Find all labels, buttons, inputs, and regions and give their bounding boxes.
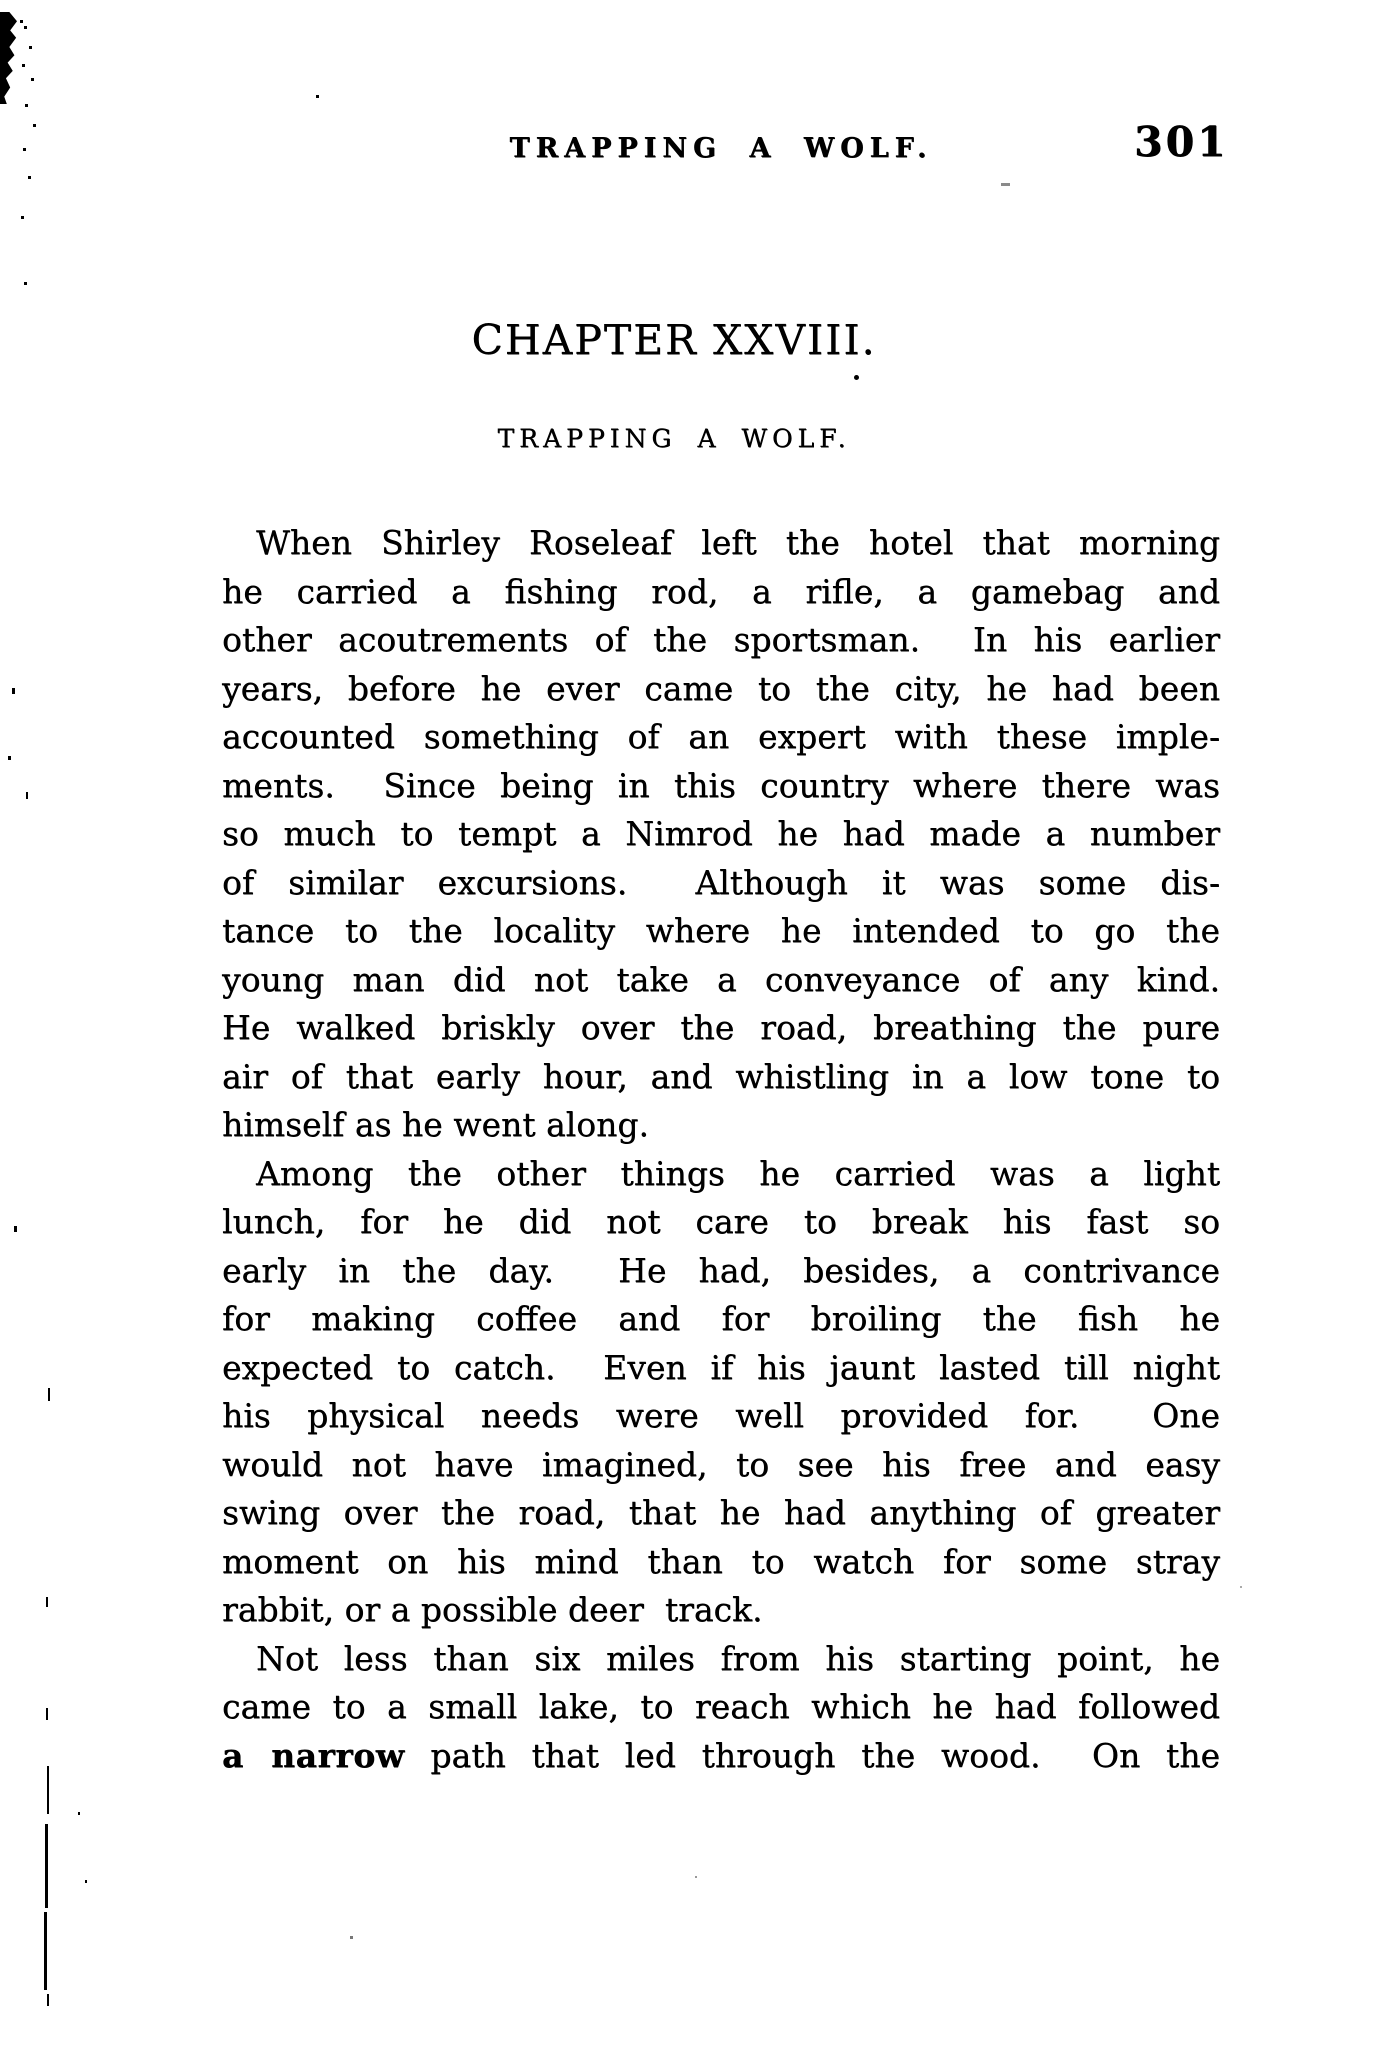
margin-mark	[46, 1597, 48, 1607]
text-line: Not less than six miles from his starting point, he	[256, 1638, 1220, 1678]
text-line: expected to catch. Even if his jaunt lasted till night	[222, 1347, 1220, 1387]
paragraph-1	[222, 519, 1220, 1150]
text-line: his physical needs were well provided for. One	[222, 1396, 1220, 1435]
ink-dot	[854, 375, 859, 380]
margin-mark	[26, 792, 28, 799]
text-line: air of that early hour, and whistling in a low tone to	[222, 1056, 1220, 1096]
text-line: Among the other things he carried was a light	[256, 1153, 1220, 1193]
chapter-subtitle: TRAPPING A WOLF.	[497, 424, 851, 453]
text-line: for making coffee and for broiling the fish he	[222, 1299, 1220, 1338]
text-line: accounted something of an expert with these imple-	[222, 717, 1220, 756]
text-line: himself as he went along.	[222, 1105, 649, 1144]
text-line: other acoutrements of the sportsman. In his earlier	[222, 620, 1220, 659]
text-line: He walked briskly over the road, breathing the pure	[222, 1008, 1220, 1047]
margin-line	[47, 1994, 49, 2006]
text-segment: path that led through the wood. On the	[404, 1735, 1220, 1775]
heavy-ink-text: a narrow	[222, 1735, 405, 1775]
scan-mark	[1001, 183, 1010, 186]
ink-speckles	[20, 20, 23, 23]
text-line: When Shirley Roseleaf left the hotel that morning	[256, 523, 1220, 562]
body-text	[222, 519, 1220, 1780]
scan-speck	[350, 1936, 353, 1939]
margin-mark	[8, 756, 11, 760]
text-line: would not have imagined, to see his free and easy	[222, 1444, 1220, 1484]
text-line	[222, 1732, 1220, 1781]
paragraph-2	[222, 1150, 1220, 1635]
text-line: he carried a fishing rod, a rifle, a gamebag and	[222, 571, 1220, 611]
margin-line	[47, 1766, 49, 1814]
margin-line	[46, 1708, 48, 1720]
margin-line	[44, 1912, 47, 1990]
running-header-title: TRAPPING A WOLF.	[509, 133, 933, 164]
ink-blob	[0, 12, 17, 104]
text-line: young man did not take a conveyance of any kind.	[222, 959, 1220, 999]
paragraph-3	[222, 1635, 1220, 1781]
page-number: 301	[1134, 118, 1229, 166]
text-line: swing over the road, that he had anything of greater	[222, 1493, 1220, 1532]
scan-speck	[85, 1880, 87, 1883]
text-line: came to a small lake, to reach which he had followed	[222, 1687, 1220, 1726]
scan-speck	[78, 1812, 80, 1815]
text-line: early in the day. He had, besides, a contrivance	[222, 1250, 1220, 1290]
text-line: tance to the locality where he intended to go the	[222, 911, 1220, 950]
scan-speck	[695, 1876, 697, 1878]
text-line: so much to tempt a Nimrod he had made a number	[222, 814, 1220, 853]
scan-speck	[1240, 1586, 1242, 1588]
text-line: years, before he ever came to the city, he had been	[222, 668, 1220, 708]
margin-line	[45, 1824, 48, 1908]
scan-speck	[316, 95, 319, 98]
text-line: lunch, for he did not care to break his fast so	[222, 1202, 1220, 1241]
margin-mark	[12, 688, 15, 694]
text-line: of similar excursions. Although it was some dis-	[222, 862, 1220, 902]
text-line: rabbit, or a possible deer track.	[222, 1590, 763, 1629]
text-line: ments. Since being in this country where there was	[222, 765, 1220, 805]
margin-mark	[48, 1388, 50, 1401]
chapter-heading: CHAPTER XXVIII.	[471, 316, 877, 364]
text-line: moment on his mind than to watch for some stray	[222, 1541, 1220, 1581]
margin-mark	[14, 1226, 17, 1232]
